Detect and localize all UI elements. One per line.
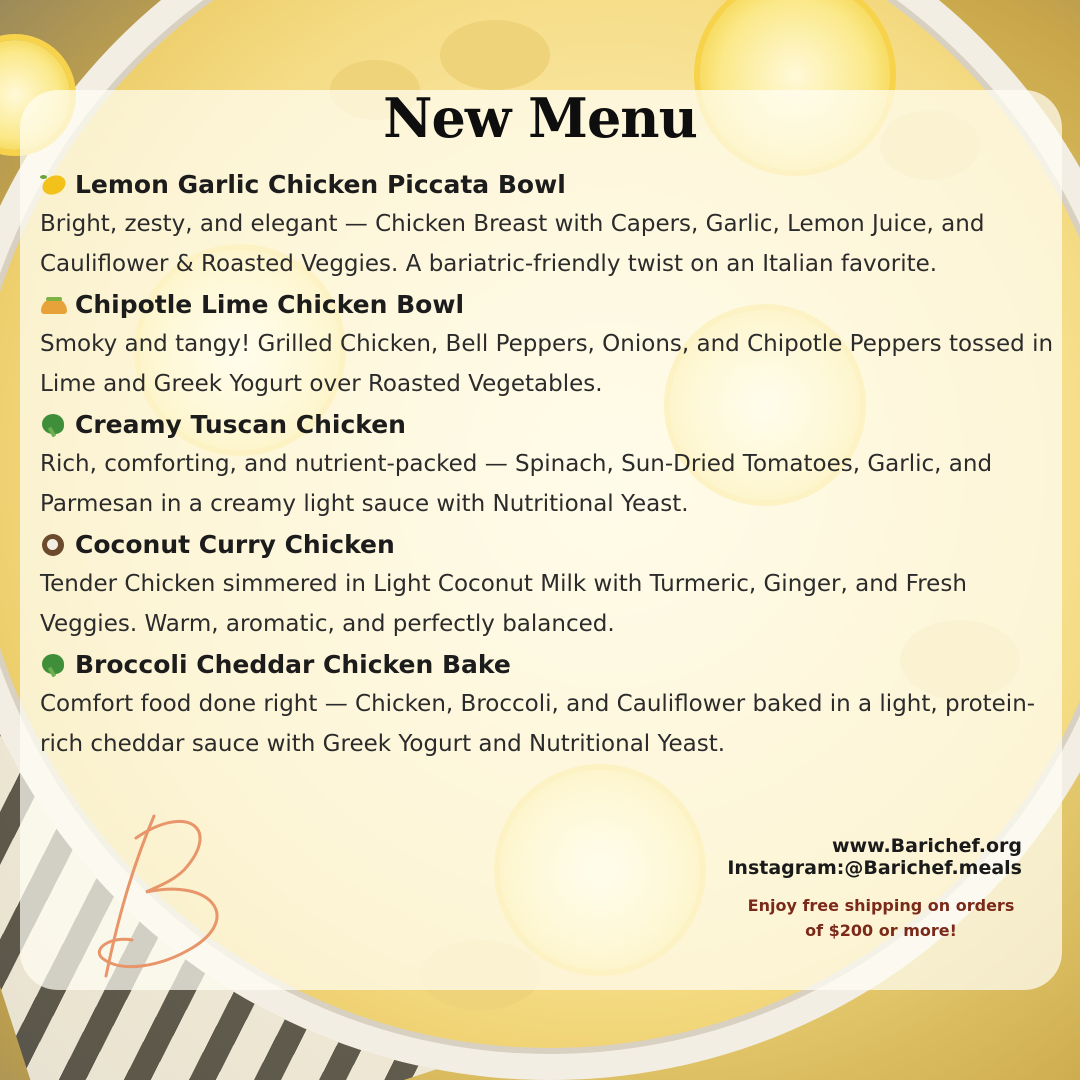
menu-item <box>40 406 1055 524</box>
menu-item-name: Lemon Garlic Chicken Piccata Bowl <box>75 170 566 199</box>
menu-item-description: Comfort food done right — Chicken, Broccoli, and Cauliflower baked in a light, protein-rich cheddar sauce with Greek Yogurt and Nutritional Yeast. <box>40 691 1036 757</box>
website-link[interactable]: www.Barichef.org <box>832 835 1022 857</box>
leafy-greens-icon <box>40 413 68 437</box>
page-title: New Menu <box>383 86 697 150</box>
menu-item <box>40 646 1055 764</box>
menu-item-description: Rich, comforting, and nutrient-packed — Spinach, Sun-Dried Tomatoes, Garlic, and Parmesan in a creamy light sauce with Nutritional Yeast. <box>40 451 993 517</box>
menu-item-name: Broccoli Cheddar Chicken Bake <box>75 650 511 679</box>
menu-item <box>40 526 1055 644</box>
menu-item-description: Tender Chicken simmered in Light Coconut Milk with Turmeric, Ginger, and Fresh Veggies. Warm, aromatic, and perfectly balanced. <box>40 571 967 637</box>
menu-item-name: Chipotle Lime Chicken Bowl <box>75 290 465 319</box>
instagram-handle[interactable]: Instagram:@Barichef.meals <box>727 857 1022 879</box>
coconut-icon <box>40 533 68 557</box>
contact-info <box>727 835 1022 879</box>
menu-item-name: Coconut Curry Chicken <box>75 530 395 559</box>
shipping-promo: Enjoy free shipping on orders of $200 or more! <box>747 896 1015 940</box>
menu-list <box>40 166 1055 766</box>
taco-icon <box>40 293 68 317</box>
barichef-logo <box>92 808 242 983</box>
menu-item-description: Smoky and tangy! Grilled Chicken, Bell Peppers, Onions, and Chipotle Peppers tossed in Lime and Greek Yogurt over Roasted Vegetables. <box>40 331 1054 397</box>
menu-item <box>40 286 1055 404</box>
menu-item-name: Creamy Tuscan Chicken <box>75 410 406 439</box>
menu-item <box>40 166 1055 284</box>
leafy-greens-icon <box>40 653 68 677</box>
lemon-icon <box>40 173 68 197</box>
menu-item-description: Bright, zesty, and elegant — Chicken Breast with Capers, Garlic, Lemon Juice, and Cauliflower & Roasted Veggies. A bariatric-friendly twist on an Italian favorite. <box>40 211 985 277</box>
